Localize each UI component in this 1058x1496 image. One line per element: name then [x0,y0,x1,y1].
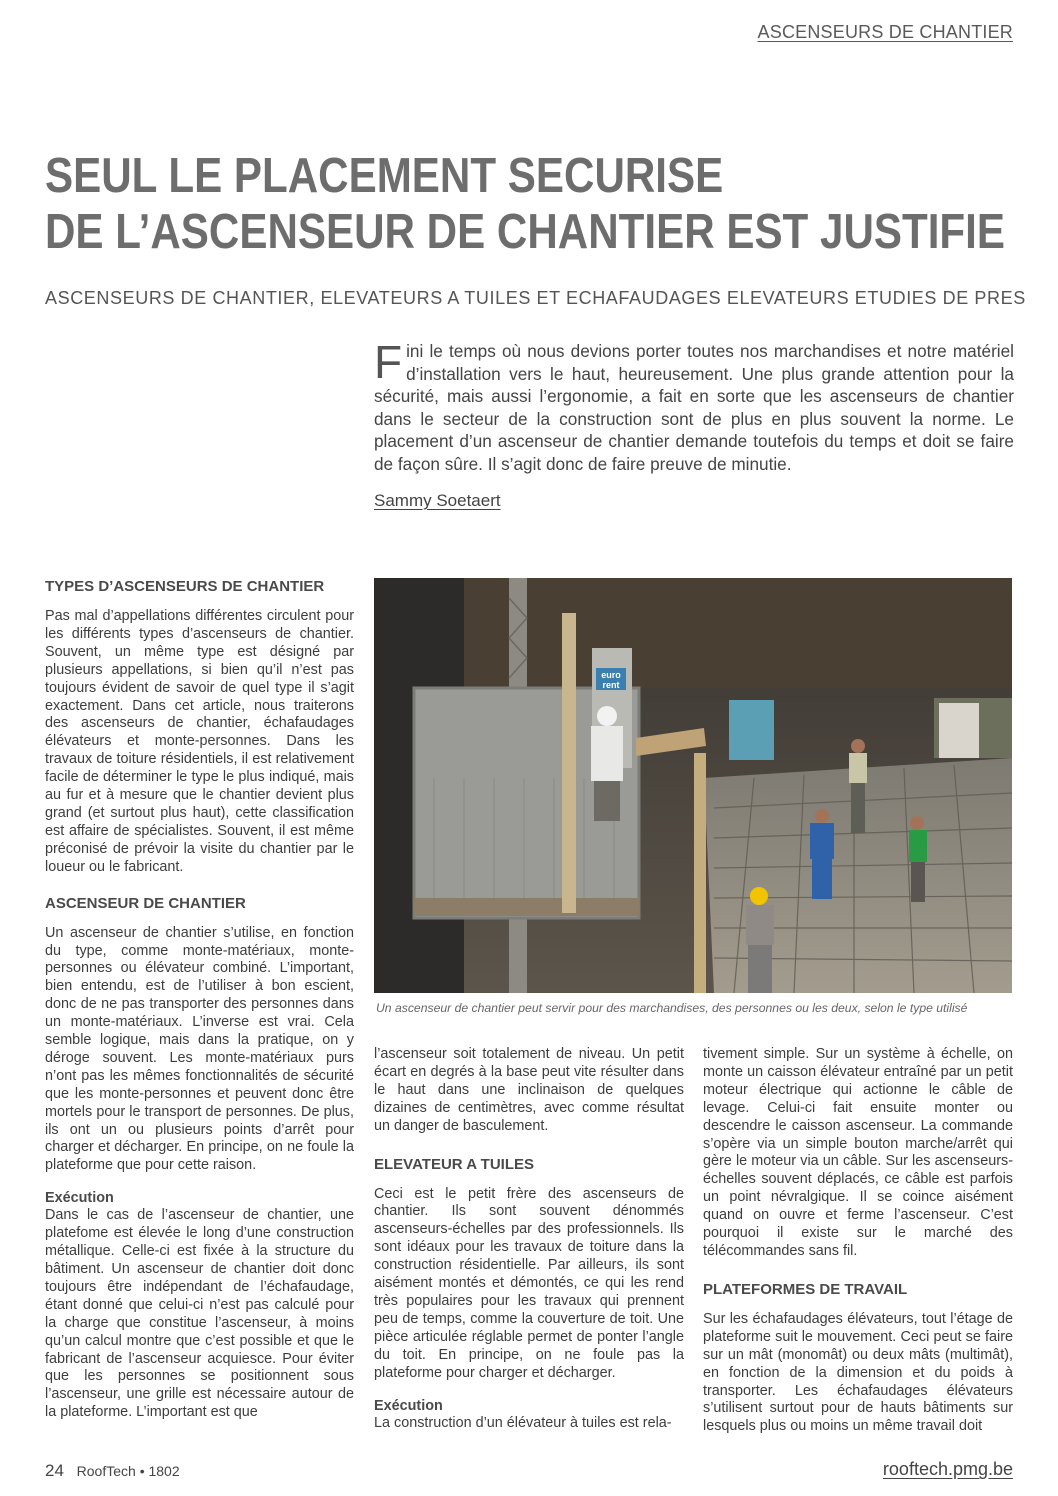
section-tag: ASCENSEURS DE CHANTIER [757,22,1013,42]
paragraph-types: Pas mal d’appellations différentes circulent pour les différents types d’ascenseurs de chantier. Souvent, un même type est désigné par plusieurs appellations, si bien qu’il n’est pas toujours évident de savoir de quel type il s’agit exactement. Dans cet article, nous traiterons des ascenseurs de chantier, échafaudages élévateurs et monte-personnes. Dans les travaux de toiture résidentiels, il est relativement facile de déterminer le type le plus indiqué, mais au fur et à mesure que le chantier devient plus grand (et surtout plus haut), cette classification est affaire de spécialistes. Souvent, il est même préconisé de prévoir la visite du chantier par le loueur ou le fabricant. [45,608,354,875]
paragraph-execution-1: Dans le cas de l’ascenseur de chantier, une platefome est élevée le long d’une construction métallique. Celle-ci est fixée à la structure du bâtiment. Un ascenseur de chantier doit donc toujours être indépendant de l’échafaudage, étant donné que celui-ci n’est pas calculé pour la charge que constitue l’ascenseur, à moins qu’un calcul montre que c’est possible et que le fabricant de l’ascenseur acquiesce. Pour éviter que les personnes se positionnent sous l’ascenseur, une grille est nécessaire autour de la plateforme. L’important est que [45,1207,354,1421]
paragraph-continuation-3: tivement simple. Sur un système à échelle, on monte un caisson élévateur entraîné par un petit moteur électrique qui actionne le câble de levage. Celui-ci fait ensuite monter ou descendre le caisson ascenseur. La commande s’opère via un simple bouton marche/arrêt qui gère le moteur via un câble. Sur les ascenseurs-échelles souvent déplacés, ce câble est parfois un point névralgique. Il se coince aisément quand on ouvre et ferme l’ascenseur. C’est pourquoi il existe sur le marché des télécommandes sans fil. [703,1046,1013,1259]
heading-execution-2: Exécution [374,1397,443,1414]
heading-execution-1: Exécution [45,1190,114,1207]
brand-label-2: rent [602,680,620,690]
paragraph-ascenseur: Un ascenseur de chantier s’utilise, en fonction du type, comme monte-matériaux, monte-personnes ou élévateur combiné. L’important, bien entendu, est de l’utiliser à bon escient, donc de ne pas transporter des personnes dans un monte-matériaux. L’inverse est vrai. Cela semble logique, mais dans la pratique, on y déroge souvent. Les monte-matériaux purs n’ont pas les mêmes fonctionnalités de sécurité que les monte-personnes et peuvent donc être mortels pour le transport de personnes. De plus, ils ont un ou plusieurs points d’arrêt pour charger et décharger. En principe, on ne foule la plateforme que pour cette raison. [45,924,354,1174]
paragraph-elevateur: Ceci est le petit frère des ascenseurs de chantier. Ils sont souvent dénommés ascenseurs-échelles par des professionnels. Ils sont idéaux pour les travaux de toiture dans la construction résidentielle. Par ailleurs, ils sont aisément montés et démontés, ce qui les rend très populaires pour les travaux qui prennent peu de temps, comme la couverture de toit. Une pièce articulée réglable permet de ponter l’angle du toit. En principe, on ne foule pas la plateforme pour charger et décharger. [374,1185,684,1381]
author-byline: Sammy Soetaert [374,491,501,510]
column-3 [703,1046,1013,1450]
paragraph-continuation-2: l’ascenseur soit totalement de niveau. Un petit écart en degrés à la base peut vite résulter dans le haut dans une inclinaison de quelques dizaines de centimètres, avec comme résultat un danger de basculement. [374,1046,684,1134]
photo-caption: Un ascenseur de chantier peut servir pour des marchandises, des personnes ou les deux, selon le type utilisé [376,1001,968,1015]
article-title [45,148,1005,260]
intro-text: ini le temps où nous devions porter toutes nos marchandises et notre matériel d’installation vers le haut, heureusement. Une plus grande attention pour la sécurité, mais aussi l’ergonomie, a fait en sorte que les ascenseurs de chantier dans le secteur de la construction sont de plus en plus souvent la norme. Le placement d’un ascenseur de chantier demande toutefois du temps et doit se faire de façon sûre. Il s’agit donc de faire preuve de minutie. [374,341,1014,474]
construction-site-photo [374,578,1012,993]
publication-name: RoofTech • 1802 [76,1463,180,1479]
website-link[interactable]: rooftech.pmg.be [882,1459,1013,1479]
article-subtitle: ASCENSEURS DE CHANTIER, ELEVATEURS A TUILES ET ECHAFAUDAGES ELEVATEURS ETUDIES DE PRES [45,288,1026,308]
column-2 [374,1046,684,1446]
page-number: 24 [45,1461,64,1480]
dropcap: F [374,336,403,388]
article-title-line1: SEUL LE PLACEMENT SECURISE [45,149,724,203]
paragraph-plateformes: Sur les échafaudages élévateurs, tout l’étage de plateforme suit le mouvement. Ceci peut se faire sur un mât (monomât) ou deux mâts (multimât), en fonction de la dimension et du poids à transporter. Les échafaudages élévateurs s’utilisent surtout pour de hauts bâtiments sur lesquels plus ou moins un même travail doit [703,1310,1013,1435]
column-1 [45,578,354,1436]
brand-label-1: euro [601,670,621,680]
heading-types: TYPES D’ASCENSEURS DE CHANTIER [45,578,325,595]
article-title-line2: DE L’ASCENSEUR DE CHANTIER EST JUSTIFIE [45,205,1005,259]
heading-plateformes: PLATEFORMES DE TRAVAIL [703,1280,908,1298]
paragraph-execution-2: La construction d’un élévateur à tuiles est rela- [374,1414,672,1431]
heading-elevateur: ELEVATEUR A TUILES [374,1155,535,1173]
article-intro [374,336,1014,476]
heading-ascenseur: ASCENSEUR DE CHANTIER [45,894,246,912]
footer-left [45,1461,180,1481]
